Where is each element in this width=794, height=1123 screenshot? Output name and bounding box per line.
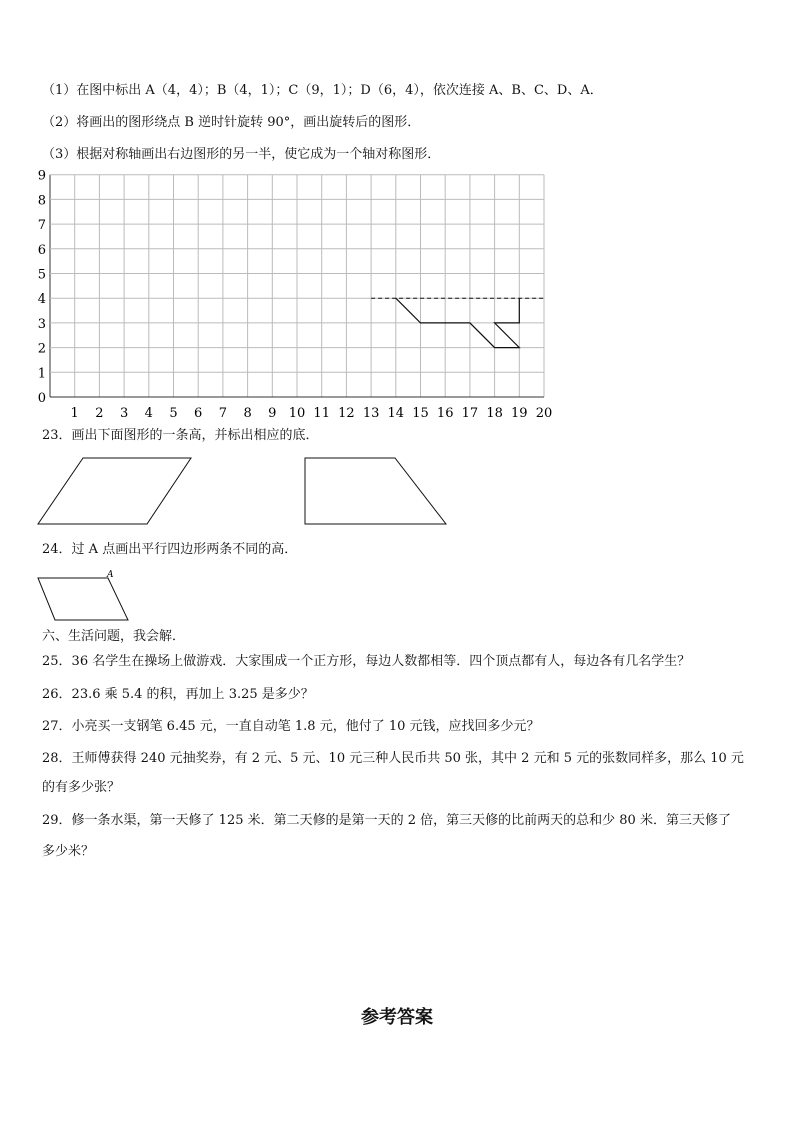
y-tick-label: 6 (37, 242, 46, 258)
q27-text: 27．小亮买一支钢笔 6.45 元，一直自动笔 1.8 元，他付了 10 元钱，应找回多少元？ (42, 719, 540, 734)
x-tick-label: 1 (70, 406, 79, 421)
q23-text: 23．画出下面图形的一条高，并标出相应的底． (42, 428, 319, 443)
section6-title: 六、生活问题，我会解． (42, 629, 186, 644)
x-tick-label: 18 (486, 406, 503, 421)
q26-text: 26．23.6 乘 5.4 的积，再加上 3.25 是多少？ (42, 687, 314, 702)
x-tick-label: 20 (535, 406, 553, 421)
x-tick-label: 19 (511, 406, 528, 421)
x-tick-label: 7 (218, 406, 228, 421)
x-tick-label: 8 (243, 406, 252, 421)
x-tick-label: 17 (461, 406, 479, 421)
x-tick-label: 15 (412, 406, 429, 421)
y-tick-label: 9 (37, 168, 46, 184)
x-tick-label: 2 (95, 406, 104, 421)
x-tick-label: 5 (169, 406, 178, 421)
answers-title: 参考答案 (361, 1007, 433, 1028)
q22-part1: （1）在图中标出 A（4，4）；B（4，1）；C（9，1）；D（6，4），依次连接 A、B、C、D、A． (42, 83, 603, 98)
point-a-label: A (107, 570, 114, 580)
y-tick-label: 4 (37, 292, 46, 308)
x-tick-label: 13 (362, 406, 380, 421)
y-tick-label: 0 (37, 391, 46, 406)
y-tick-label: 5 (37, 267, 46, 283)
y-tick-label: 7 (37, 218, 46, 234)
x-tick-label: 6 (194, 406, 203, 421)
q22-part3: （3）根据对称轴画出右边图形的另一半，使它成为一个轴对称图形． (42, 147, 441, 162)
x-tick-label: 10 (288, 406, 306, 421)
x-tick-label: 9 (268, 406, 277, 421)
q29-line2: 多少米？ (42, 844, 95, 859)
y-tick-label: 8 (37, 193, 46, 209)
q28-line2: 的有多少张？ (42, 780, 121, 795)
y-tick-label: 2 (37, 341, 46, 357)
x-tick-label: 3 (119, 406, 129, 421)
x-tick-label: 16 (436, 406, 454, 421)
q28-line1: 28．王师傅获得 240 元抽奖券，有 2 元、5 元、10 元三种人民币共 50 张，其中 2 元和 5 元的张数同样多，那么 10 元 (42, 751, 744, 766)
x-tick-label: 11 (313, 406, 330, 421)
x-tick-label: 4 (144, 406, 153, 421)
q24-text: 24．过 A 点画出平行四边形两条不同的高． (42, 542, 298, 557)
q29-line1: 29．修一条水渠，第一天修了 125 米．第二天修的是第一天的 2 倍，第三天修的比前两天的总和少 80 米．第三天修了 (42, 813, 731, 828)
x-tick-label: 12 (338, 406, 355, 421)
q25-text: 25．36 名学生在操场上做游戏．大家围成一个正方形，每边人数都相等．四个顶点都有人，每边各有几名学生？ (42, 654, 691, 669)
small-parallelogram (38, 578, 128, 620)
y-tick-label: 3 (37, 316, 46, 332)
y-tick-label: 1 (37, 366, 46, 382)
x-tick-label: 14 (387, 406, 405, 421)
q22-part2: （2）将画出的图形绕点 B 逆时针旋转 90°，画出旋转后的图形． (42, 115, 421, 130)
